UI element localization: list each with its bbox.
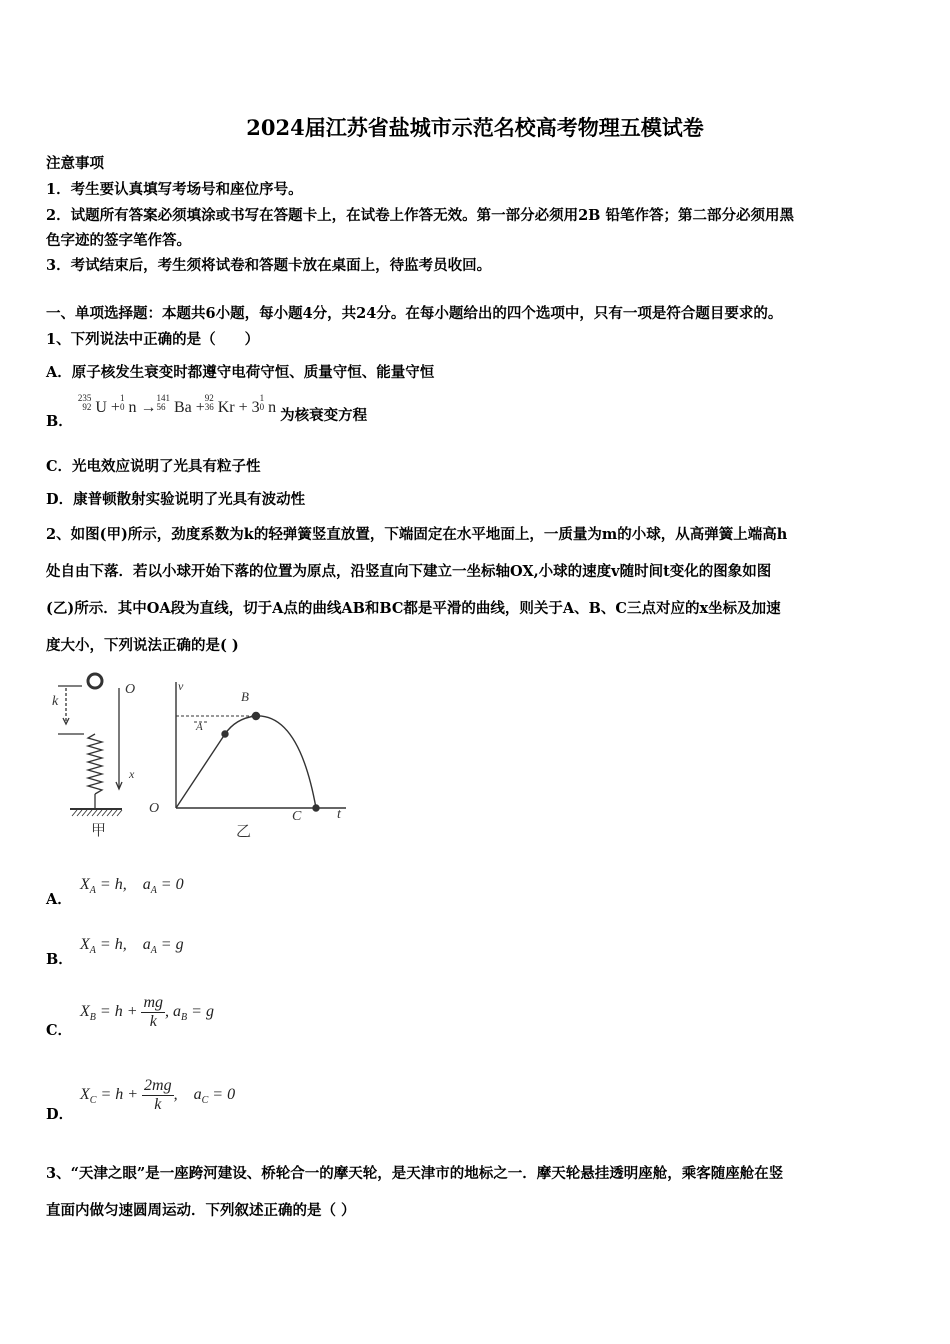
ball-icon [88,674,102,688]
v-label: v [178,679,184,693]
page-title: 2024届江苏省盐城市示范名校高考物理五模试卷 [246,115,704,140]
option-b-label: B． [46,413,73,430]
notice-item: 1．考生要认真填写考场号和座位序号。 [46,181,303,198]
o-label: O [125,682,136,697]
question-stem-line: 处自由下落．若以小球开始下落的位置为原点，沿竖直向下建立一坐标轴OX,小球的速度v随时间t变化的图象如图 [46,563,772,580]
nuclear-equation: 235 92 U +1 0 n →141 56 Ba +92 36 Kr + 31 0 n [77,393,281,416]
point-a [222,731,228,737]
question-stem-line: 2、如图(甲)所示，劲度系数为k的轻弹簧竖直放置，下端固定在水平地面上，一质量为m的小球，从高弹簧上端高h [46,526,788,543]
curve-ab [225,716,256,734]
ground-hatch [72,810,122,816]
option-b-text: 为核衰变方程 [280,407,368,424]
x-label: x [129,767,135,781]
notice-item: 3．考试结束后，考生须将试卷和答题卡放在桌面上，待监考员收回。 [46,257,492,274]
segment-oa [176,734,225,808]
t-label: t [337,807,341,822]
option-c-formula: $X_B = h$ + $\frac{mg}{k}$ , $a_B = g$ [80,994,214,1030]
notice-item: 色字迹的签字笔作答。 [46,232,191,249]
option-a: A．原子核发生衰变时都遵守电荷守恒、质量守恒、能量守恒 [46,364,435,381]
c-point-label: C [292,809,302,824]
question-stem: 1、下列说法中正确的是（ ） [46,331,260,348]
b-point-label: B [241,689,249,704]
origin-label: O [149,801,160,816]
option-d-label: D． [46,1106,74,1123]
point-b [253,713,260,720]
option-b-label: B． [46,951,73,968]
question-stem-line: 直面内做匀速圆周运动．下列叙述正确的是（ ） [46,1202,356,1219]
notice-item: 2．试题所有答案必须填涂或书写在答题卡上，在试卷上作答无效。第一部分必须用2B 铅笔作答；第二部分必须用黑 [46,207,794,224]
vt-graph [176,682,346,811]
question-stem-line: (乙)所示．其中OA段为直线，切于A点的曲线AB和BC都是平滑的曲线，则关于A、B、C三点对应的x坐标及加速 [46,600,781,617]
option-c-label: C． [46,1022,73,1039]
notice-heading: 注意事项 [46,155,104,172]
jia-label: 甲 [91,821,107,839]
option-d-formula: $X_C = h$ + $\frac{2mg}{k}$ , $a_C = 0$ [80,1077,236,1113]
question-stem-line: 度大小，下列说法正确的是( ) [46,637,239,654]
question-stem-line: 3、“天津之眼”是一座跨河建设、桥轮合一的摩天轮，是天津市的地标之一．摩天轮悬挂透明座舱，乘客随座舱在竖 [46,1165,784,1182]
option-b-formula: $X_A = h$, $a_A = g$ [80,936,184,956]
yi-label: 乙 [236,822,252,840]
option-a-label: A． [46,891,72,908]
figure-spring-and-graph [44,668,364,840]
option-b [46,393,368,430]
curve-bc [256,716,316,808]
option-c: C．光电效应说明了光具有粒子性 [46,458,261,475]
point-c [313,805,319,811]
spring-diagram [58,674,122,816]
spring-icon [88,734,102,794]
option-a-formula: $X_A = h$, $a_A = 0$ [80,876,184,896]
k-label: k [52,694,59,709]
option-d: D．康普顿散射实验说明了光具有波动性 [46,491,306,508]
a-point-label: A [196,721,203,733]
section-heading: 一、单项选择题：本题共6小题，每小题4分，共24分。在每小题给出的四个选项中，只有一项是符合题目要求的。 [46,305,783,322]
